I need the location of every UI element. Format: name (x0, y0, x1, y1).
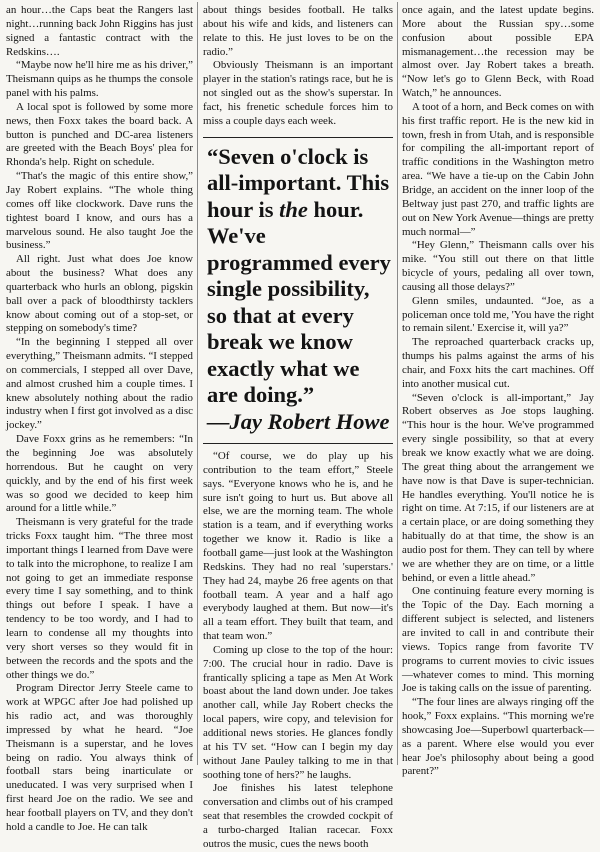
paragraph: about things besides football. He talks about his wife and kids, and listeners can relate to this. He just loves to be on the radio.” (203, 4, 393, 58)
column-rule (197, 2, 198, 765)
paragraph: “Of course, we do play up his contribution to the team effort,” Steele says. “Everyone knows who he is, and he sure isn't going to hurt us. But above all else, we are the morning team. The whole station is a team, and if everything works together we know it. Radio is like a football game—just look at the Washington Redskins. They had no real 'superstars.' They had 24, maybe 26 free agents on that football team. A year and a half ago everybody laughed at them. But now—it's all a team effort. They built that team, and that team won.” (203, 450, 393, 643)
paragraph: “Seven o'clock is all-important,” Jay Robert observes as Joe stops laughing. “This hour is the hour. We've programmed every single possibility, so that at every break we know exactly what we are doing. The great thing about the arrangement we have now is that Dave is super-technician. He handles everything. You'll notice he is right on time. At 7:15, if our listeners are at a certain place, or are doing something they habitually do at that time, the show is an audio post for them. They can tell by where we are whether they are on time, or a little behind, or even a little ahead.” (402, 391, 594, 584)
paragraph: Coming up close to the top of the hour: 7:00. The crucial hour in radio. Dave is frantically splicing a tape as Men At Work boast about the land down under. Joe takes another call, while Jay Robert checks the local papers, wire copy, and television for additional news stories. He glances fondly at his TV set. “How can I begin my day without Jane Pauley talking to me in that soothing tone of hers?” he laughs. (203, 643, 393, 781)
pull-quote-text-end: hour. We've programmed every single possibility, so that at every break we know exactly what we are doing.” (207, 196, 391, 408)
paragraph: an hour…the Caps beat the Rangers last night…running back John Riggins has just signed a fantastic contract with the Redskins…. (6, 4, 193, 58)
paragraph: “Hey Glenn,” Theismann calls over his mike. “You still out there on that little bicycle of yours, pedaling all over town, causing all those delays?” (402, 239, 594, 293)
paragraph: “In the beginning I stepped all over everything,” Theismann admits. “I stepped on commercials, I stepped all over Dave, and almost crushed him a couple times. I knew absolutely nothing about the radio industry when I first got involved as a disc jockey.” (6, 336, 193, 432)
paragraph: Program Director Jerry Steele came to work at WPGC after Joe had polished up his radio act, and was thoroughly impressed by what he heard. “Joe Theismann is a superstar, and he loves being on radio. You always think of football stars being inarticulate or uneducated. I was very surprised when I first heard Joe on the radio. We see and hear football players on TV, and they don't hold a candle to Joe. He can talk (6, 682, 193, 833)
pull-quote-attribution: —Jay Robert Howe (207, 408, 390, 434)
paragraph: Theismann is very grateful for the trade tricks Foxx taught him. “The three most important things I learned from Dave were to talk into the microphone, to realize I am not going to get an immediate response every time I say something, and to think things out before I speak. I have a tendency to be too wordy, and I had to learn to condense all my thoughts into very short verses so they would fit in between the records and the spots and the other things we do.” (6, 516, 193, 681)
paragraph: Joe finishes his latest telephone conversation and climbs out of his cramped seat that resembles the crowded cockpit of a turbo-charged Italian racecar. Foxx outros the music, cues the news booth (203, 782, 393, 850)
column-rule (397, 2, 398, 765)
pull-quote (203, 137, 393, 445)
paragraph: once again, and the latest update begins. More about the Russian spy…some confusion about possible EPA mismanagement…the recession may be almost over. Jay Robert takes a breath. “Now let's go to Glenn Beck, with Road Watch,” he announces. (402, 4, 594, 100)
paragraph: Dave Foxx grins as he remembers: “In the beginning Joe was absolutely horrendous. But he caught on very quickly, and by the end of his first week was so good we decided to keep him around for a little while.” (6, 433, 193, 515)
paragraph: Obviously Theismann is an important player in the station's ratings race, but he is not singled out as the show's superstar. In fact, his frenetic schedule forces him to miss a couple days each week. (203, 59, 393, 127)
paragraph: One continuing feature every morning is the Topic of the Day. Each morning a different subject is selected, and listeners are invited to call in and contribute their views. Topics range from favorite TV programs to current movies to civic issues—whatever comes to mind. This morning Joe is taking calls on the issue of parenting. (402, 585, 594, 695)
paragraph: Glenn smiles, undaunted. “Joe, as a policeman once told me, 'You have the right to remain silent.' Exercise it, will ya?” (402, 294, 595, 335)
paragraph: “That's the magic of this entire show,” Jay Robert explains. “The whole thing comes off like clockwork. Dave runs the tightest board I know, and ours has a marvelous sound. He also taught Joe the business.” (6, 170, 193, 252)
pull-quote-emphasis: the (279, 196, 308, 222)
article-column-1 (6, 4, 193, 833)
paragraph: A toot of a horn, and Beck comes on with his first traffic report. He is the new kid in town, fresh in from Utah, and is responsible for compiling the all-important report of traffic conditions in the Washington metro area. “We have a tie-up on the Cabin John Bridge, an accident on the inner loop of the Beltway just past 270, and traffic lights are out on New York Avenue—things are pretty much normal—” (402, 100, 594, 238)
paragraph: The reproached quarterback cracks up, thumps his palms against the arms of his chair, and Foxx hits the cart machines. Off into another musical cut. (402, 336, 594, 390)
paragraph: A local spot is followed by some more news, then Foxx takes the board back. A button is punched and DC-area listeners are greeted with the Beach Boys' plea for Rhonda's help. Right on schedule. (6, 100, 193, 169)
paragraph: “Maybe now he'll hire me as his driver,” Theismann quips as he thumps the console panel with his palms. (6, 59, 193, 100)
paragraph: All right. Just what does Joe know about the business? What does any quarterback who hurls an oblong, pigskin ball over a pack of bloodthirsty tacklers know about coming out of a stop-set, or stepping on somebody's time? (6, 253, 193, 335)
article-column-3 (402, 4, 595, 778)
article-column-2 (203, 4, 393, 850)
pull-quote-text: “Seven o'clock is all-important. This hour is (207, 143, 390, 222)
paragraph: “The four lines are always ringing off the hook,” Foxx explains. “This morning we're showcasing Joe—Superbowl quarterback—as a parent. Where else would you ever hear Joe's philosophy about being a good parent?” (402, 696, 594, 778)
